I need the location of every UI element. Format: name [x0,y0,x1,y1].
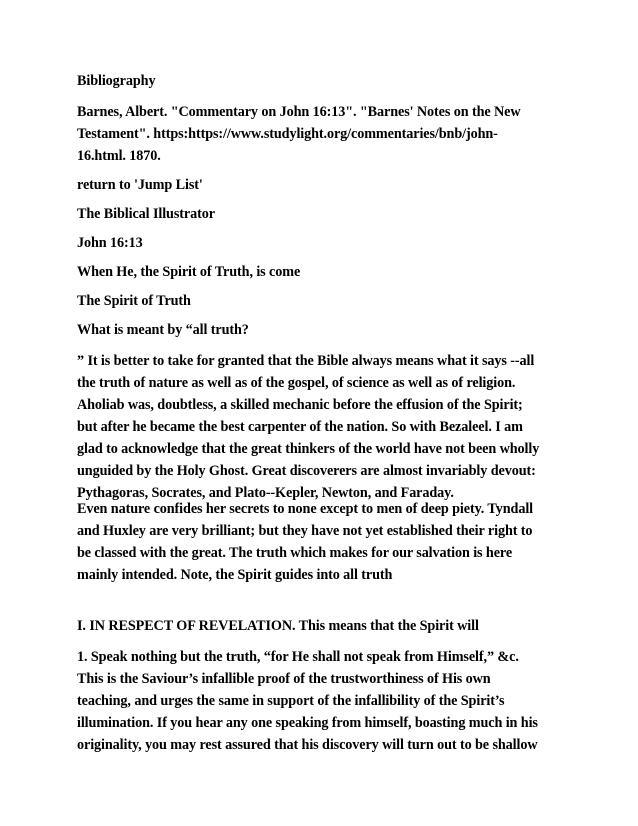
paragraph-line: glad to acknowledge that the great thinkers of the world have not been wholly [77,441,540,457]
paragraph-line: teaching, and urges the same in support of the infallibility of the Spirit’s [77,693,505,709]
paragraph-line: ” It is better to take for granted that the Bible always means what it says --all [77,353,535,369]
section-title [77,290,577,312]
verse-reference [77,232,577,254]
paragraph-line: unguided by the Holy Ghost. Great discoverers are almost invariably devout: [77,463,536,479]
citation-line: Testament". https:https://www.studylight.org/commentaries/bnb/john- [77,126,498,142]
paragraph-all-truth [77,350,577,504]
citation-line: 16.html. 1870. [77,148,161,164]
question-line [77,319,577,341]
paragraph-speak-truth [77,646,577,756]
paragraph-line: and Huxley are very brilliant; but they have not yet established their right to [77,523,533,539]
paragraph-line: Even nature confides her secrets to none except to men of deep piety. Tyndall [77,501,533,517]
work-title [77,203,577,225]
work-title-text: The Biblical Illustrator [77,206,215,222]
return-to-jump-list-link[interactable] [77,174,577,196]
paragraph-line: 1. Speak nothing but the truth, “for He shall not speak from Himself,” &c. [77,649,519,665]
return-link-text[interactable]: return to 'Jump List' [77,177,203,193]
paragraph-line: the truth of nature as well as of the gospel, of science as well as of religion. [77,375,516,391]
heading-revelation-text: I. IN RESPECT OF REVELATION. This means that the Spirit will [77,618,479,634]
paragraph-line: This is the Saviour’s infallible proof of the trustworthiness of His own [77,671,491,687]
verse-reference-text: John 16:13 [77,235,143,251]
paragraph-nature [77,498,577,586]
paragraph-line: Pythagoras, Socrates, and Plato--Kepler, Newton, and Faraday. [77,485,454,501]
question-text: What is meant by “all truth? [77,322,249,338]
paragraph-line: mainly intended. Note, the Spirit guides into all truth [77,567,393,583]
paragraph-line: but after he became the best carpenter of the nation. So with Bezaleel. I am [77,419,523,435]
bibliography-heading [77,70,577,92]
paragraph-line: be classed with the great. The truth which makes for our salvation is here [77,545,513,561]
verse-text-line: When He, the Spirit of Truth, is come [77,264,301,280]
paragraph-line: Aholiab was, doubtless, a skilled mechanic before the effusion of the Spirit; [77,397,523,413]
citation-paragraph [77,101,577,167]
section-title-text: The Spirit of Truth [77,293,191,309]
heading-revelation [77,615,577,637]
paragraph-line: illumination. If you hear any one speaking from himself, boasting much in his [77,715,538,731]
citation-line: Barnes, Albert. "Commentary on John 16:13". "Barnes' Notes on the New [77,104,521,120]
paragraph-line: originality, you may rest assured that his discovery will turn out to be shallow [77,737,538,753]
verse-text [77,261,577,283]
bibliography-heading-text: Bibliography [77,73,156,89]
